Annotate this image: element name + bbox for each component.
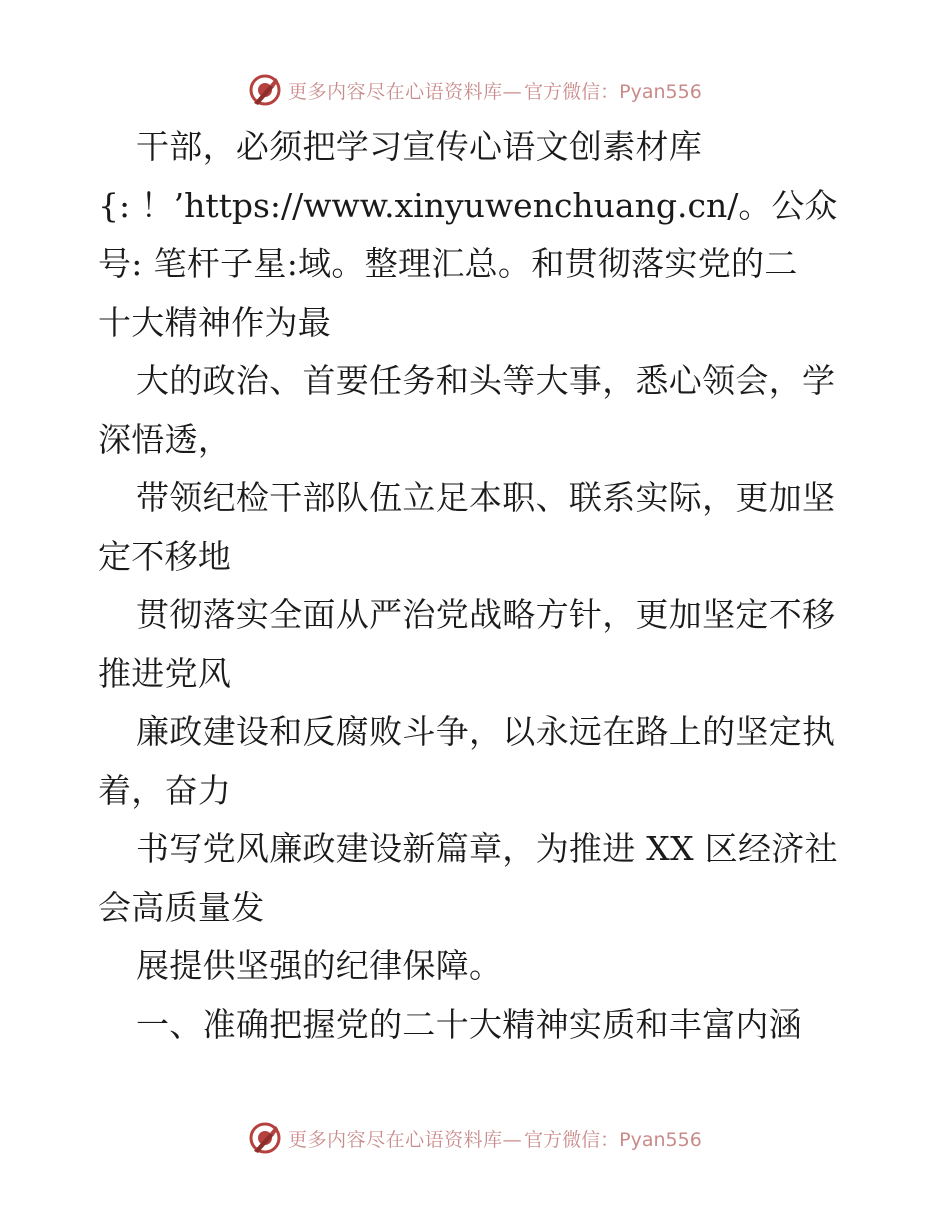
body-line: 会高质量发 (98, 887, 265, 927)
body-line: 深悟透， (98, 419, 232, 459)
pen-circle-logo-icon (248, 73, 282, 107)
body-line: 廉政建设和反腐败斗争，以永远在路上的坚定执 (136, 712, 836, 751)
body-line: 定不移地 (98, 536, 232, 576)
body-line: 展提供坚强的纪律保障。 (136, 946, 503, 985)
watermark-contact: 官方微信：Pyan556 (524, 80, 702, 103)
body-line: 带领纪检干部队伍立足本职、联系实际，更加坚 (136, 478, 836, 517)
body-line: 干部，必须把学习宣传心语文创素材库 (136, 127, 703, 166)
watermark-text: 更多内容尽在心语资料库— (288, 1128, 523, 1151)
body-line: 着，奋力 (98, 770, 232, 810)
body-line: 号: 笔杆子星:域。整理汇总。和贯彻落实党的二 (98, 244, 798, 283)
body-line: 十大精神作为最 (98, 302, 332, 342)
watermark-text: 更多内容尽在心语资料库— (288, 80, 523, 103)
watermark-contact: 官方微信：Pyan556 (524, 1128, 702, 1151)
body-line: 大的政治、首要任务和头等大事，悉心领会，学 (136, 361, 836, 400)
pen-circle-logo-icon (248, 1121, 282, 1155)
body-line: {: ！’https://www.xinyuwenchuang.cn/。公众 (98, 185, 838, 225)
section-heading: 一、准确把握党的二十大精神实质和丰富内涵 (136, 1004, 802, 1044)
body-line: 贯彻落实全面从严治党战略方针，更加坚定不移 (136, 595, 836, 634)
document-body (98, 118, 858, 1054)
footer-watermark (0, 1118, 950, 1158)
body-line: 书写党风廉政建设新篇章，为推进 XX 区经济社 (136, 829, 838, 868)
body-line: 推进党风 (98, 653, 232, 693)
header-watermark (0, 70, 950, 110)
